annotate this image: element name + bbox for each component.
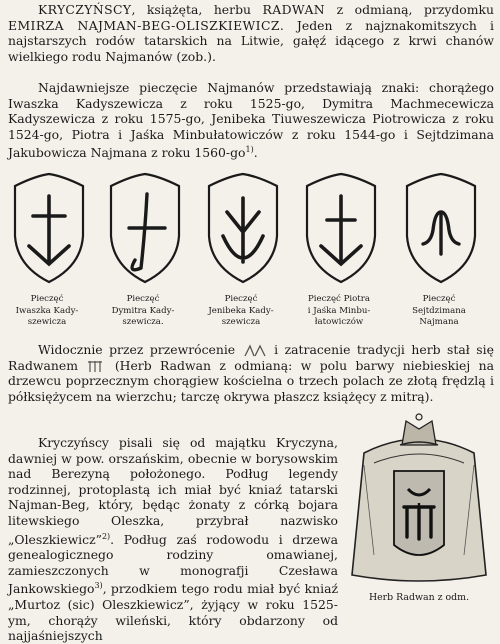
caption-line: Pieczęć	[422, 294, 456, 304]
caption-line: Sejtdzimana	[412, 305, 466, 316]
przydomek: EMIRZA NAJMAN-BEG-OLISZKIEWICZ	[8, 17, 280, 33]
seals-text: Najdawniejsze pieczęcie Najmanów przedstawiają znaki: chorążego Iwaszka Kadyszewicza z roku 1525-go, Dymitra Machmecewicza Kadyszewicza z roku 1575-go, Jenibeka Tiuweszewicza Piotrowicza z roku 1524-go, Piotra i Jaśka Minbułatowiczów z roku 1544-go i Sejtdzimana Jakubowicza Najmana z roku 1560-go	[8, 80, 494, 161]
intro-text-3: . Jeden z najznakomitszych i najstarszych rodów tatarskich na Litwie, gałęź idącego z krwi chanów wielkiego rodu Najmanów (zob.).	[8, 17, 494, 64]
seal-piotra	[294, 172, 388, 286]
radwan-text-b: i zatracenie tradycji herb stał się Radwanem	[8, 342, 494, 373]
caption-line: szewicza.	[122, 317, 164, 327]
caption-line: i Jaśka Minbu-	[307, 305, 371, 316]
footnote-2: 2)	[101, 531, 111, 541]
caption-line: Jenibeka Kady-	[208, 305, 274, 316]
seal-jenibeka	[196, 172, 290, 286]
footnote-3: 3)	[94, 581, 103, 591]
seal-row	[0, 172, 500, 336]
radwan-crest-icon	[344, 405, 494, 585]
intro-text-2: z odmianą, przydomku	[325, 2, 494, 17]
seal-caption	[194, 294, 288, 329]
history-text-c: , przodkiem tego rodu miał być kniaź „Murtoz (sic) Oleszkiewicz”, żyjący w roku 1525-ym, chorąży wileński, który obdarzony od najjaśniejszych	[8, 581, 338, 644]
caption-line: Pieczęć	[30, 294, 64, 304]
herb-name: RADWAN	[262, 2, 326, 17]
caption-line: szewicza	[27, 317, 67, 327]
footnote-1: 1)	[245, 145, 254, 155]
seals-end: .	[253, 145, 258, 161]
crest-caption: Herb Radwan z odm.	[368, 592, 470, 603]
seal-caption	[292, 294, 386, 329]
caption-line: szewicza	[221, 317, 261, 327]
intro-text-1: , książęta, herbu	[131, 2, 263, 17]
shield-icon	[301, 172, 381, 286]
radwan-sign-icon	[86, 359, 106, 373]
shield-icon	[401, 172, 481, 286]
seal-dymitra	[98, 172, 192, 286]
caption-line: Pieczęć	[126, 294, 160, 304]
radwan-text-c: (Herb Radwan z odmianą: w polu barwy niebieskiej na drzewcu poprzecznym chorągiew kościelna o trzech polach ze złotą frędzlą i półksiężycem na wierzchu; tarczę okrywa płaszcz książęcy z mitrą).	[8, 357, 494, 404]
radwan-paragraph	[8, 342, 494, 404]
seals-paragraph	[8, 80, 494, 161]
shield-icon	[203, 172, 283, 286]
seal-sejtdzimana	[394, 172, 488, 286]
caption-line: Iwaszka Kady-	[15, 305, 79, 316]
shield-icon	[9, 172, 89, 286]
radwan-text-a: Widocznie przez przewrócenie	[38, 342, 236, 357]
history-paragraph	[8, 435, 338, 644]
surname: KRYCZYŃSCY	[38, 2, 132, 17]
shield-icon	[105, 172, 185, 286]
caption-line: Pieczęć Piotra	[308, 294, 370, 304]
history-text-b: . Podług zaś rodowodu i drzewa genealogicznego rodziny omawianej, zamieszczonych w monografji Czesława Jankowskiego	[8, 531, 338, 597]
seal-caption	[0, 294, 94, 329]
seal-caption	[96, 294, 190, 329]
caption-line: łatowiczów	[314, 317, 364, 327]
intro-paragraph	[8, 2, 494, 64]
caption-line: Dymitra Kady-	[111, 305, 175, 316]
history-text-a: Kryczyńscy pisali się od majątku Kryczyna, dawniej w pow. orszańskim, obecnie w borysowskim nad Berezyną położonego. Podług legendy rodzinnej, protoplastą ich miał być kniaź tatarski Najman-Beg, który, będąc żonaty z córką bojara litewskiego Oleszka, przybrał nazwisko „Oleszkiewicz”	[8, 435, 338, 547]
inverted-sign-icon	[242, 344, 268, 358]
seal-iwaszka	[2, 172, 96, 286]
caption-line: Pieczęć	[224, 294, 258, 304]
caption-line: Najmana	[419, 317, 459, 327]
seal-caption	[392, 294, 486, 329]
